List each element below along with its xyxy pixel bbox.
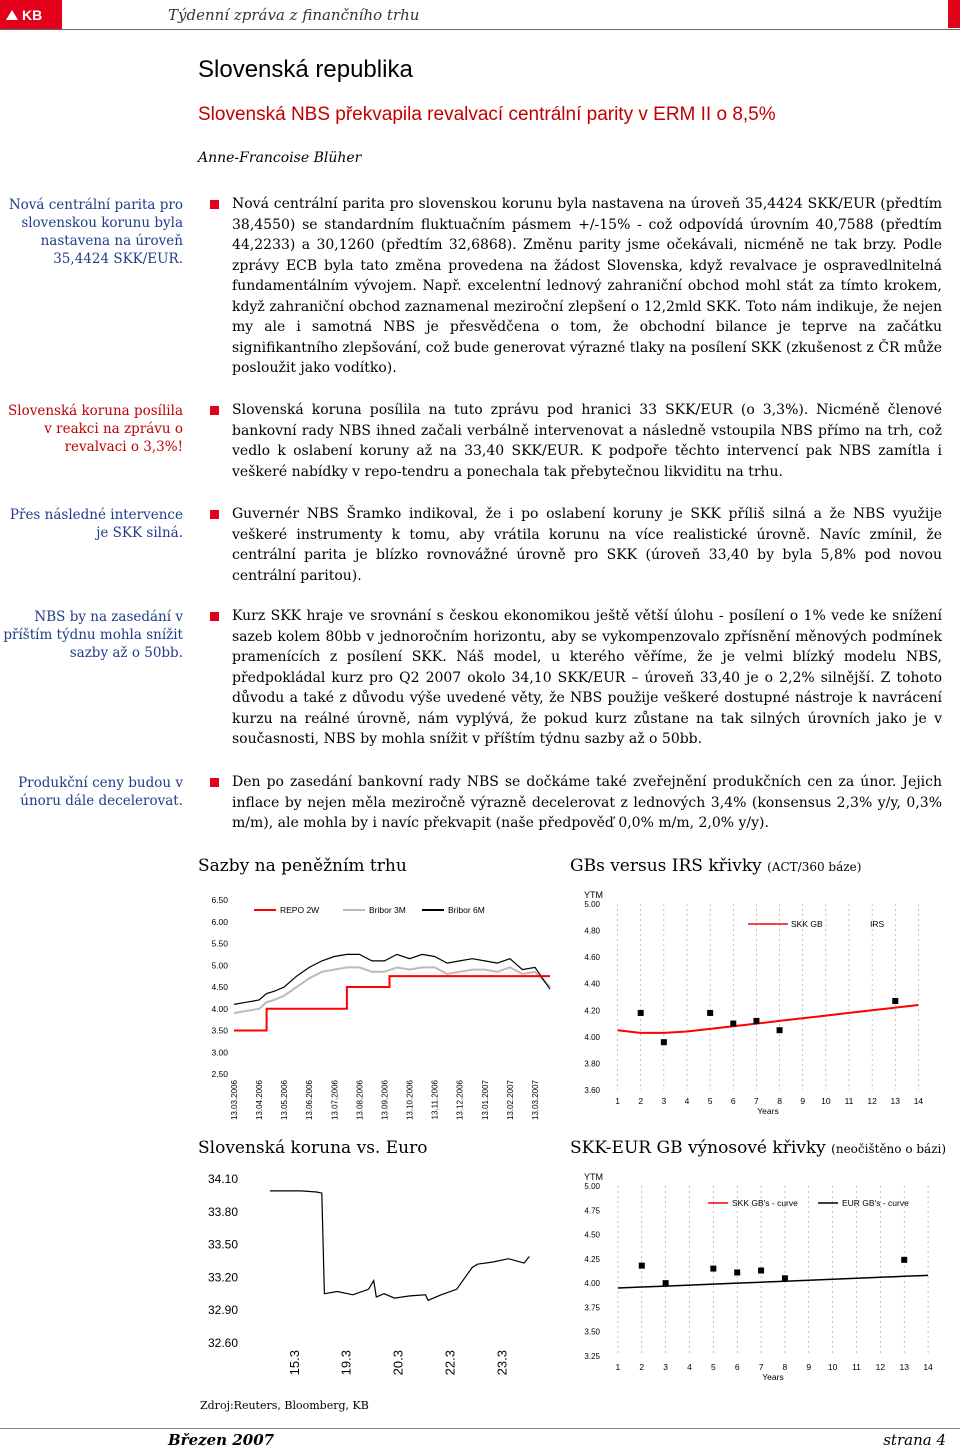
y-tick-label: 3.60 bbox=[584, 1086, 600, 1095]
data-point-skk-gb bbox=[758, 1268, 764, 1274]
x-tick-label: 6 bbox=[730, 1096, 736, 1106]
x-tick-label: 10 bbox=[821, 1096, 831, 1106]
bullet-icon bbox=[210, 510, 219, 519]
x-tick-label: 9 bbox=[800, 1096, 806, 1106]
x-tick-label: 13.09.2006 bbox=[380, 1080, 390, 1121]
legend-label: IRS bbox=[870, 919, 885, 929]
x-tick-label: 19.3 bbox=[338, 1350, 354, 1376]
y-tick-label: 33.80 bbox=[207, 1204, 238, 1219]
x-tick-label: 9 bbox=[806, 1362, 812, 1372]
bullet-icon bbox=[210, 200, 219, 209]
paragraph-1: Nová centrální parita pro slovenskou korunu byla nastavena na úroveň 35,4424 SKK/EUR (předtím 38,4550) se standardním fluktuačním pásmem +/-15% - což odpovídá úrovním 40,7588 (předtím 44,2233) a 30,1260 (předtím 32,6868). Změnu parity jsme očekávali, nicméně ne tak brzy. Podle zprávy ECB byla tato změna provedena na žádost Slovenska, když revalvace je ospravedlnitelná fundamentálním vývojem. Např. excelentní lednový zahraniční obchod mohl stát za tímto krokem, když zahraniční obchod zaznamenal meziroční zlepšení o 12,2mld SKK. Toto nám indikuje, že nejen my ale i samotná NBS je přesvědčena o tom, že obchodní bilance je teprve na začátku signifikantního zlepšování, což bude generovat výrazné tlaky na posílení SKK (zkušenost z ČR může posloužit jako vodítko). bbox=[232, 196, 942, 376]
y-tick-label: 4.00 bbox=[584, 1032, 600, 1042]
chart-source: Zdroj:Reuters, Bloomberg, KB bbox=[200, 1399, 369, 1412]
series-line-repo bbox=[234, 976, 550, 1030]
x-tick-label: 7 bbox=[758, 1362, 764, 1372]
header-divider bbox=[0, 29, 960, 30]
x-tick-label: 6 bbox=[734, 1362, 740, 1372]
y-tick-label: 32.90 bbox=[207, 1303, 238, 1318]
legend-label: SKK GB's - curve bbox=[732, 1198, 798, 1208]
x-tick-label: 12 bbox=[875, 1362, 886, 1372]
y-axis-label: YTM bbox=[584, 890, 603, 900]
chart-title-skk-eur: Slovenská koruna vs. Euro bbox=[198, 1138, 428, 1158]
x-tick-label: 2 bbox=[638, 1096, 644, 1106]
x-axis-label: Years bbox=[757, 1106, 779, 1116]
y-tick-label: 34.10 bbox=[207, 1172, 238, 1186]
x-tick-label: 13 bbox=[890, 1096, 901, 1106]
x-tick-label: 13 bbox=[899, 1362, 909, 1372]
paragraph-3: Guvernér NBS Šramko indikoval, že i po oslabení koruny je SKK příliš silná a že NBS využije veškeré instrumenty k tomu, aby vrátila korunu na více realistické úrovně. Navíc zmínil, že centrální parita je blízko rovnovážné úrovně pro SKK (úroveň 33,40 by byla 5,8% pod novou centrální paritou). bbox=[232, 506, 942, 584]
chart-title-gb-yield bbox=[570, 1138, 946, 1158]
y-tick-label: 4.00 bbox=[211, 1003, 228, 1014]
x-tick-label: 7 bbox=[754, 1096, 759, 1106]
section-headline: Slovenská NBS překvapila revalvací centrální parity v ERM II o 8,5% bbox=[198, 104, 776, 125]
chart-title-gb-irs bbox=[570, 856, 861, 876]
skk-eur-chart bbox=[198, 1162, 558, 1394]
x-tick-label: 13.05.2006 bbox=[280, 1080, 290, 1121]
sidebar-note-2: Slovenská koruna posílila v reakci na zprávu o revalvaci o 3,3%! bbox=[8, 403, 183, 455]
x-tick-label: 1 bbox=[615, 1362, 621, 1372]
y-tick-label: 4.50 bbox=[211, 982, 228, 992]
x-tick-label: 3 bbox=[663, 1362, 669, 1372]
footer-date: Březen 2007 bbox=[168, 1431, 275, 1449]
chart-title-money-market: Sazby na peněžním trhu bbox=[198, 856, 407, 876]
y-tick-label: 3.50 bbox=[584, 1327, 600, 1337]
data-point-skk-gb bbox=[663, 1280, 669, 1286]
y-tick-label: 6.50 bbox=[211, 895, 228, 905]
x-tick-label: 5 bbox=[710, 1362, 716, 1372]
data-point-skk-gb bbox=[734, 1269, 740, 1275]
x-tick-label: 2 bbox=[639, 1362, 645, 1372]
y-tick-label: 4.20 bbox=[584, 1006, 600, 1016]
x-tick-label: 1 bbox=[615, 1096, 620, 1106]
chart-title-gb-irs-text: GBs versus IRS křivky bbox=[570, 856, 762, 876]
y-tick-label: 4.25 bbox=[584, 1254, 600, 1264]
series-line-bribor3m bbox=[234, 967, 550, 1013]
y-tick-label: 32.60 bbox=[207, 1336, 238, 1350]
report-title: Týdenní zpráva z finančního trhu bbox=[168, 6, 420, 24]
y-tick-label: 5.00 bbox=[584, 1182, 600, 1191]
data-point-skk-gb bbox=[639, 1263, 645, 1269]
x-tick-label: 10 bbox=[827, 1362, 838, 1372]
data-point-irs bbox=[638, 1010, 644, 1016]
y-tick-label: 33.50 bbox=[207, 1237, 238, 1252]
y-tick-label: 4.40 bbox=[584, 979, 600, 989]
legend-label: REPO 2W bbox=[280, 905, 320, 915]
x-tick-label: 8 bbox=[777, 1096, 782, 1106]
y-tick-label: 5.50 bbox=[211, 938, 228, 949]
y-tick-label: 4.00 bbox=[584, 1279, 600, 1289]
y-tick-label: 3.75 bbox=[584, 1303, 600, 1313]
x-tick-label: 4 bbox=[684, 1096, 690, 1106]
data-point-irs bbox=[892, 998, 898, 1004]
footer-page: strana 4 bbox=[883, 1431, 946, 1449]
paragraph-5: Den po zasedání bankovní rady NBS se dočkáme také zveřejnění produkčních cen za únor. Jejich inflace by nejen měla meziročně výrazně decelerovat z lednových 3,4% (konsensus 2,3% y/y, 0,3% m/m), ale mohla by i navíc překvapit (naše předpověď 0,0% m/m, 2,0% y/y). bbox=[232, 774, 942, 831]
data-point-skk-gb bbox=[782, 1275, 788, 1281]
y-tick-label: 6.00 bbox=[211, 916, 228, 927]
y-tick-label: 4.80 bbox=[584, 926, 600, 936]
x-tick-label: 11 bbox=[844, 1096, 854, 1106]
x-tick-label: 13.03.2006 bbox=[230, 1080, 239, 1121]
sidebar-note-4: NBS by na zasedání v příštím týdnu mohla snížit sazby až o 50bb. bbox=[3, 609, 183, 661]
y-tick-label: 5.00 bbox=[584, 900, 600, 909]
bullet-icon bbox=[210, 612, 219, 621]
y-tick-label: 5.00 bbox=[211, 960, 228, 971]
paragraph-4: Kurz SKK hraje ve srovnání s českou ekonomikou ještě větší úlohu - posílení o 1% vede ke snížení sazeb kolem 80bb v jednoročním horizontu, aby se vykompenzovalo zpřísnění měnových podmínek pramenících z posílení SKK. Náš model, u kterého věříme, že je velmi blízký modelu NBS, předpokládal kurz pro Q2 2007 okolo 34,10 SKK/EUR – úroveň 33,40 je o 2,2% silnější. Z tohoto důvodu a také z důvodu výše uvedené věty, že NBS použije veškeré dostupné nástroje k navrácení kurzu na reálné úrovně, nám vyplývá, že pokud kurz zůstane na tak silných úrovních jako je v současnosti, NBS by mohla snížit v příštím týdnu sazby až o 50bb. bbox=[232, 608, 942, 747]
legend-label: Bribor 3M bbox=[369, 905, 406, 915]
bullet-icon bbox=[210, 778, 219, 787]
x-tick-label: 13.07.2006 bbox=[330, 1080, 340, 1121]
x-tick-label: 13.03.2007 bbox=[530, 1080, 540, 1121]
header-accent bbox=[948, 0, 960, 28]
logo-mark-icon bbox=[6, 10, 18, 20]
data-point-irs bbox=[753, 1018, 759, 1024]
data-point-skk-gb bbox=[710, 1266, 716, 1272]
y-tick-label: 33.20 bbox=[207, 1270, 238, 1285]
gb-yield-chart bbox=[570, 1162, 950, 1394]
x-tick-label: 5 bbox=[707, 1096, 713, 1106]
money-market-chart bbox=[198, 882, 558, 1132]
legend-label: SKK GB bbox=[791, 919, 823, 929]
y-tick-label: 3.80 bbox=[584, 1059, 600, 1069]
gb-irs-chart bbox=[570, 882, 950, 1132]
x-tick-label: 15.3 bbox=[286, 1350, 302, 1376]
sidebar-note-1: Nová centrální parita pro slovenskou korunu byla nastavena na úroveň 35,4424 SKK/EUR. bbox=[8, 197, 183, 267]
section-country: Slovenská republika bbox=[198, 56, 413, 83]
x-tick-label: 23.3 bbox=[494, 1350, 510, 1376]
footer-divider bbox=[0, 1428, 960, 1429]
x-axis-label: Years bbox=[762, 1372, 784, 1382]
x-tick-label: 4 bbox=[687, 1362, 692, 1372]
x-tick-label: 20.3 bbox=[390, 1350, 406, 1376]
logo-text: KB bbox=[22, 7, 43, 23]
y-tick-label: 4.50 bbox=[584, 1230, 600, 1240]
data-point-skk-gb bbox=[901, 1257, 907, 1263]
x-tick-label: 13.01.2007 bbox=[480, 1080, 490, 1121]
y-tick-label: 4.60 bbox=[584, 953, 600, 963]
sidebar-note-5: Produkční ceny budou v únoru dále decelerovat. bbox=[18, 775, 183, 809]
x-tick-label: 12 bbox=[867, 1096, 877, 1106]
bullet-icon bbox=[210, 406, 219, 415]
author: Anne-Francoise Blüher bbox=[198, 150, 362, 166]
data-point-irs bbox=[730, 1021, 736, 1027]
x-tick-label: 13.08.2006 bbox=[355, 1080, 365, 1121]
x-tick-label: 13.02.2007 bbox=[505, 1080, 515, 1121]
y-tick-label: 2.50 bbox=[211, 1069, 228, 1079]
data-point-irs bbox=[707, 1010, 713, 1016]
data-point-irs bbox=[777, 1027, 783, 1033]
x-tick-label: 13.04.2006 bbox=[255, 1080, 265, 1121]
x-tick-label: 13.06.2006 bbox=[305, 1080, 315, 1121]
y-tick-label: 4.75 bbox=[584, 1206, 600, 1216]
sidebar-note-3: Přes následné intervence je SKK silná. bbox=[9, 507, 183, 541]
kb-logo bbox=[0, 0, 62, 30]
series-line-skk-eur bbox=[270, 1191, 529, 1300]
data-point-irs bbox=[661, 1039, 667, 1045]
x-tick-label: 14 bbox=[913, 1096, 924, 1106]
y-tick-label: 3.50 bbox=[211, 1025, 228, 1036]
paragraph-2: Slovenská koruna posílila na tuto zprávu pod hranici 33 SKK/EUR (o 3,3%). Nicméně členové bankovní rady NBS ihned začali verbálně intervenovat a následně vstoupila NBS přímo na trh, což vedlo k oslabení koruny až na 33,40 SKK/EUR. K podpoře těchto intervencí pak NBS zamítla i veškeré nabídky v repo-tendru a ponechala tak přebytečnou likviditu na trhu. bbox=[232, 402, 942, 480]
series-line-skk-gb bbox=[618, 1005, 919, 1033]
x-tick-label: 11 bbox=[852, 1362, 861, 1372]
chart-title-gb-yield-note: (neočištěno o bázi) bbox=[831, 1142, 947, 1156]
x-tick-label: 3 bbox=[661, 1096, 667, 1106]
x-tick-label: 13.11.2006 bbox=[430, 1080, 440, 1120]
y-tick-label: 3.00 bbox=[211, 1047, 228, 1058]
chart-title-gb-irs-note: (ACT/360 báze) bbox=[767, 860, 862, 874]
x-tick-label: 13.12.2006 bbox=[455, 1080, 465, 1121]
x-tick-label: 8 bbox=[782, 1362, 788, 1372]
legend-label: Bribor 6M bbox=[448, 905, 485, 915]
x-tick-label: 14 bbox=[923, 1362, 933, 1372]
chart-title-gb-yield-text: SKK-EUR GB výnosové křivky bbox=[570, 1138, 826, 1158]
x-tick-label: 22.3 bbox=[442, 1350, 458, 1376]
y-axis-label: YTM bbox=[584, 1172, 603, 1182]
y-tick-label: 3.25 bbox=[584, 1352, 600, 1361]
x-tick-label: 13.10.2006 bbox=[405, 1080, 415, 1121]
legend-label: EUR GB's - curve bbox=[842, 1198, 909, 1208]
